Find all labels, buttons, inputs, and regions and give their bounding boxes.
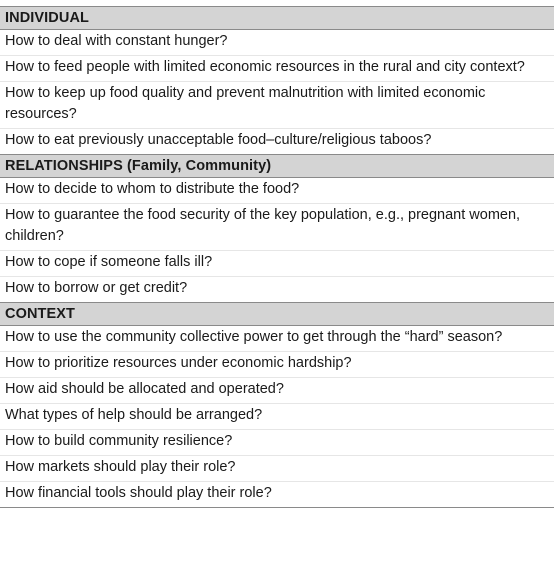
table-row: What types of help should be arranged?: [0, 403, 554, 429]
table-row: How to keep up food quality and prevent malnutrition with limited economic resources?: [0, 81, 554, 128]
table-row: How to borrow or get credit?: [0, 276, 554, 302]
table-row: How to feed people with limited economic resources in the rural and city context?: [0, 55, 554, 81]
table-row: How to prioritize resources under economic hardship?: [0, 351, 554, 377]
table-row: How to decide to whom to distribute the food?: [5, 181, 300, 197]
section-header-context: CONTEXT: [0, 302, 554, 326]
section-header-relationships: RELATIONSHIPS (Family, Community): [0, 154, 554, 178]
table-row: How markets should play their role?: [0, 455, 554, 481]
table-row: How to eat previously unacceptable food–culture/religious taboos?: [0, 128, 554, 154]
section-header-individual: INDIVIDUAL: [0, 7, 554, 30]
table-row: How to build community resilience?: [0, 429, 554, 455]
table-row: How to use the community collective power to get through the “hard” season?: [5, 329, 503, 345]
table-row: How to deal with constant hunger?: [5, 33, 228, 49]
questions-table: [0, 6, 554, 508]
table-row: How aid should be allocated and operated?: [0, 377, 554, 403]
table-row: How financial tools should play their role?: [0, 481, 554, 507]
table-row: How to guarantee the food security of the key population, e.g., pregnant women, children?: [0, 203, 554, 250]
table-row: How to cope if someone falls ill?: [0, 250, 554, 276]
